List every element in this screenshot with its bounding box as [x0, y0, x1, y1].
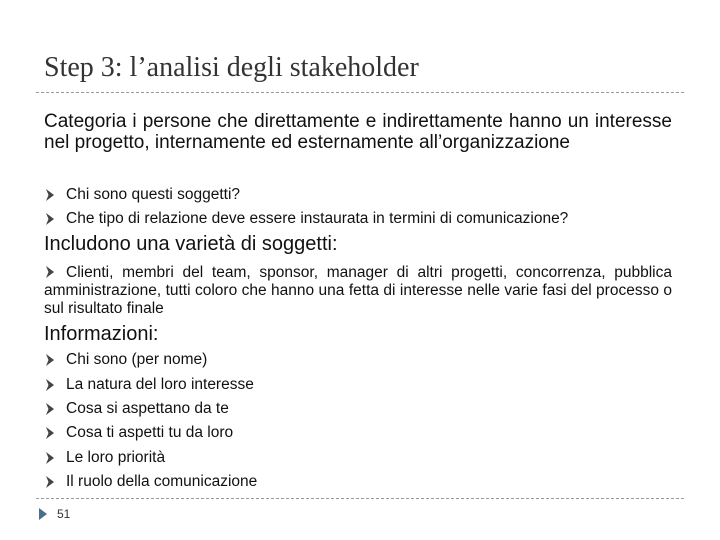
list-item: Che tipo di relazione deve essere instaurata in termini di comunicazione? [44, 207, 568, 231]
arrow-bullet-icon [44, 475, 66, 489]
triangle-marker-icon [38, 507, 48, 521]
arrow-bullet-icon [44, 378, 66, 392]
variety-text: Clienti, membri del team, sponsor, manager di altri progetti, concorrenza, pubblica amministrazione, tutti coloro che hanno una fetta di interesse nelle varie fasi del processo o sul risultato finale [44, 264, 672, 317]
page-number: 51 [57, 507, 71, 521]
heading-info: Informazioni: [44, 323, 159, 345]
list-item: Chi sono (per nome) [44, 348, 257, 372]
arrow-bullet-icon [44, 353, 66, 367]
arrow-bullet-icon [44, 212, 66, 226]
list-item: Le loro priorità [44, 446, 257, 470]
title-divider [36, 92, 684, 93]
arrow-bullet-icon [44, 188, 66, 202]
arrow-bullet-icon [44, 402, 66, 416]
list-item: La natura del loro interesse [44, 372, 257, 396]
intro-text: Categoria i persone che direttamente e indirettamente hanno un interesse nel progetto, internamente ed esternamente all’organizzazione [44, 111, 672, 153]
heading-variety: Includono una varietà di soggetti: [44, 233, 338, 255]
arrow-bullet-icon [44, 265, 66, 279]
list-item: Cosa ti aspetti tu da loro [44, 421, 257, 445]
list-item: Cosa si aspettano da te [44, 397, 257, 421]
questions-list [44, 183, 568, 231]
list-item: Chi sono questi soggetti? [44, 183, 568, 207]
list-item: Il ruolo della comunicazione [44, 470, 257, 494]
footer-divider [36, 498, 684, 499]
slide-title: Step 3: l’analisi degli stakeholder [44, 52, 419, 83]
info-list [44, 348, 257, 494]
arrow-bullet-icon [44, 426, 66, 440]
arrow-bullet-icon [44, 451, 66, 465]
